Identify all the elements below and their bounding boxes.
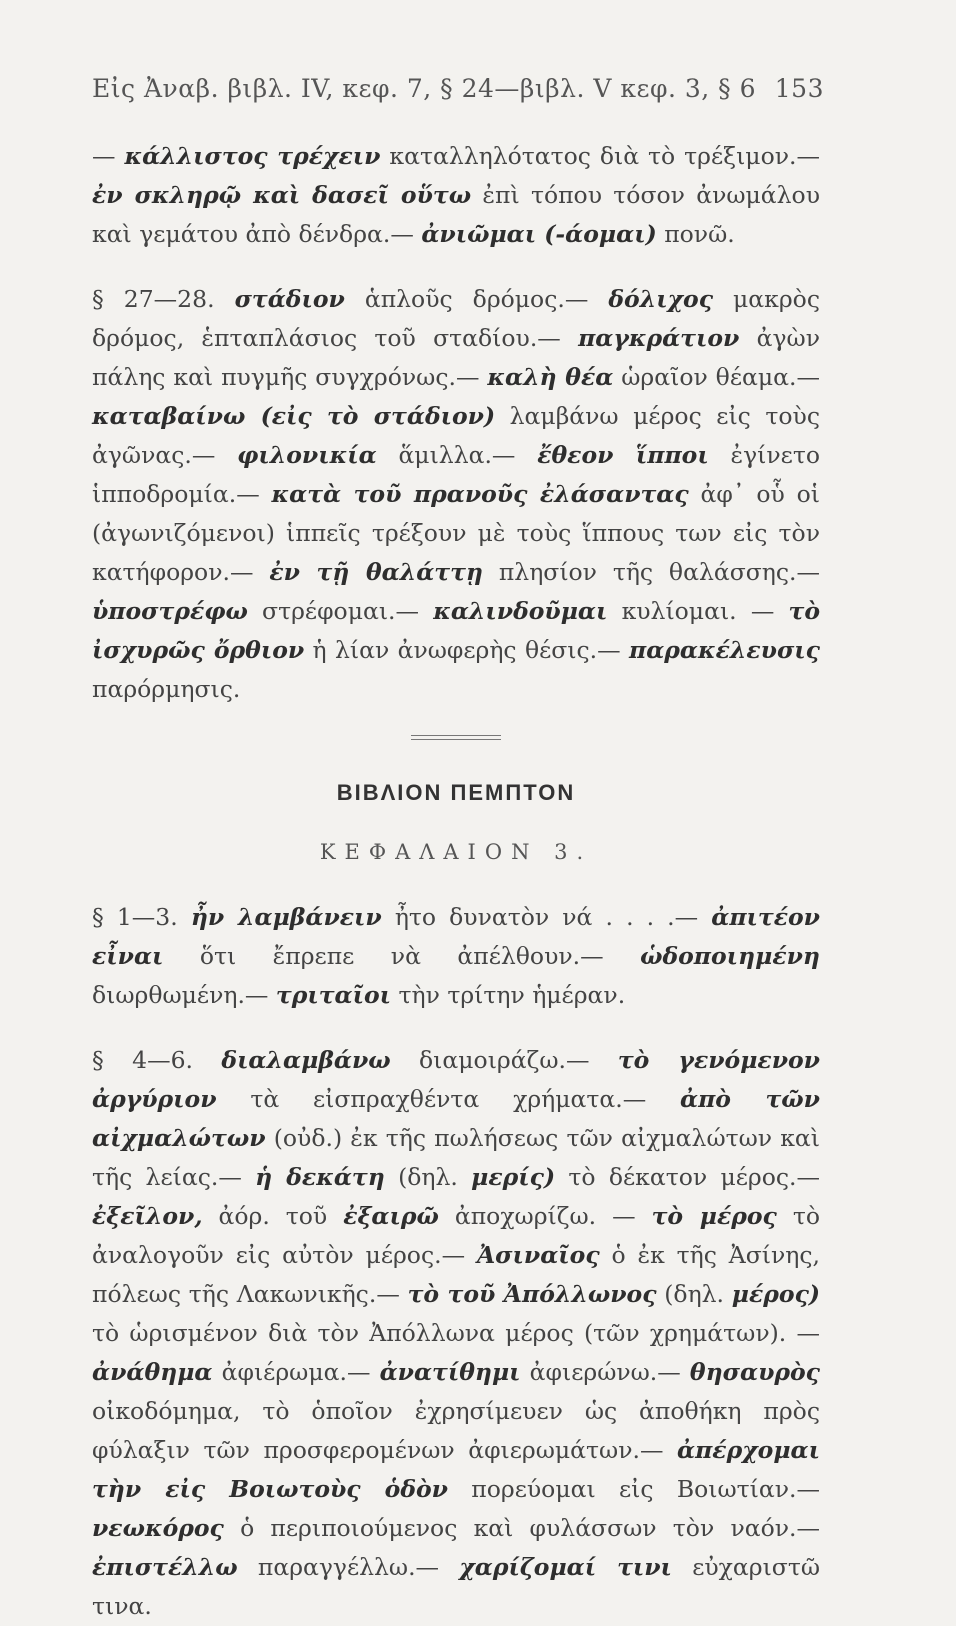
lemma-term: δόλιχος <box>608 285 714 313</box>
lemma-term: θησαυρὸς <box>689 1358 820 1386</box>
gloss-text: ὅτι ἔπρεπε νὰ ἀπέλθουν.— <box>163 942 641 970</box>
gloss-text: εὐχαριστῶ τινα. <box>92 1553 820 1620</box>
page-number: 153 <box>774 74 824 103</box>
lemma-term: ἐν σκληρῷ καὶ δασεῖ οὕτω <box>92 181 472 209</box>
gloss-text: ἀφιέρωμα.— <box>212 1358 380 1386</box>
gloss-text: § 4—6. <box>92 1046 222 1074</box>
lemma-term: τὸ τοῦ Ἀπόλλωνος <box>407 1280 657 1308</box>
gloss-text: ἁπλοῦς δρόμος.— <box>344 285 609 313</box>
gloss-text: λαμβάνω μέρος εἰς τοὺς ἀγῶνας.— <box>92 402 820 469</box>
gloss-text: μακρὸς δρόμος, ἑπταπλάσιος τοῦ σταδίου.— <box>92 285 820 352</box>
running-header <box>92 74 824 103</box>
gloss-text: (δηλ. <box>656 1280 732 1308</box>
paragraph-4 <box>92 1041 820 1626</box>
lemma-term: ἀπιτέον εἶναι <box>92 903 820 970</box>
gloss-text: κυλίομαι. — <box>607 597 789 625</box>
lemma-term: Ἀσιναῖος <box>476 1241 600 1269</box>
gloss-text: οἰκοδόμημα, τὸ ὁποῖον ἐχρησίμευεν ὡς ἀποθήκη πρὸς φύλαξιν τῶν προσφερομένων ἀφιερωμάτων.— <box>92 1397 820 1464</box>
lemma-term: ἐν τῇ θαλάττῃ <box>269 558 483 586</box>
gloss-text: ὡραῖον θέαμα.— <box>613 363 820 391</box>
gloss-text: ἅμιλλα.— <box>376 441 538 469</box>
gloss-text: ἀφ᾿ οὗ οἱ (ἀγωνιζόμενοι) ἱππεῖς τρέξουν μὲ τοὺς ἵππους των εἰς τὸν κατήφορον.— <box>92 480 820 586</box>
lemma-term: καταβαίνω (εἰς τὸ στάδιον) <box>92 402 496 430</box>
lemma-term: τὸ ἰσχυρῶς ὄρθιον <box>92 597 821 664</box>
gloss-text: (οὐδ.) ἐκ τῆς πωλήσεως τῶν αἰχμαλώτων καὶ τῆς λείας.— <box>92 1124 820 1191</box>
gloss-text: — <box>92 142 125 170</box>
gloss-text: στρέφομαι.— <box>247 597 434 625</box>
lemma-term: ἀνάθημα <box>92 1358 213 1386</box>
lemma-term: κάλλιστος τρέχειν <box>124 142 381 170</box>
lemma-term: ὑποστρέφω <box>92 597 248 625</box>
gloss-text: § 27—28. <box>92 285 235 313</box>
gloss-text: παραγγέλλω.— <box>237 1553 460 1581</box>
gloss-text: ἀφιερώνω.— <box>520 1358 690 1386</box>
lemma-term: παγκράτιον <box>578 324 740 352</box>
lemma-term: ἀπέρχομαι τὴν εἰς Βοιωτοὺς ὁδὸν <box>92 1436 820 1503</box>
paragraph-2 <box>92 280 820 709</box>
gloss-text: παρόρμησις. <box>92 675 241 703</box>
paragraph-3 <box>92 898 820 1015</box>
lemma-term: ἀνατίθημι <box>379 1358 521 1386</box>
lemma-term: ὡδοποιημένη <box>640 942 820 970</box>
lemma-term: ἐξεῖλον, <box>92 1202 203 1230</box>
gloss-text: διαμοιράζω.— <box>390 1046 618 1074</box>
gloss-text: ἀγὼν πάλης καὶ πυγμῆς συγχρόνως.— <box>92 324 820 391</box>
lemma-term: χαρίζομαί τινι <box>459 1553 672 1581</box>
section-divider <box>411 735 501 740</box>
lemma-term: ἔθεον ἵπποι <box>537 441 709 469</box>
lemma-term: παρακέλευσις <box>629 636 820 664</box>
gloss-text: ἀόρ. τοῦ <box>202 1202 344 1230</box>
gloss-text: (δηλ. <box>384 1163 472 1191</box>
lemma-term: τὸ μέρος <box>651 1202 777 1230</box>
gloss-text: ὁ ἐκ τῆς Ἀσίνης, πόλεως τῆς Λακωνικῆς.— <box>92 1241 820 1308</box>
gloss-text: τὸ ἀναλογοῦν εἰς αὐτὸν μέρος.— <box>92 1202 820 1269</box>
lemma-term: κατὰ τοῦ πρανοῦς ἐλάσαντας <box>271 480 689 508</box>
gloss-text: τὸ δέκατον μέρος.— <box>555 1163 821 1191</box>
lemma-term: μέρος) <box>731 1280 820 1308</box>
gloss-text: τὸ ὡρισμένον διὰ τὸν Ἀπόλλωνα μέρος (τῶν χρημάτων). — <box>92 1319 820 1347</box>
gloss-text: πονῶ. <box>656 220 735 248</box>
lemma-term: ἦν λαμβάνειν <box>190 903 382 931</box>
lemma-term: καλινδοῦμαι <box>433 597 608 625</box>
gloss-text: ἡ λίαν ἀνωφερὴς θέσις.— <box>304 636 630 664</box>
lemma-term: ἀπὸ τῶν αἰχμαλώτων <box>92 1085 820 1152</box>
lemma-term: ἐπιστέλλω <box>92 1553 238 1581</box>
lemma-term: στάδιον <box>234 285 345 313</box>
lemma-term: ἡ δεκάτη <box>255 1163 385 1191</box>
gloss-text: διωρθωμένη.— <box>92 981 276 1009</box>
lemma-term: τριταῖοι <box>275 981 392 1009</box>
chapter-title: ΚΕΦΑΛΑΙΟΝ 3. <box>319 840 593 864</box>
lemma-term: ἀνιῶμαι (-άομαι) <box>421 220 657 248</box>
paragraph-1 <box>92 137 820 254</box>
gloss-text: ἀποχωρίζω. — <box>438 1202 652 1230</box>
lemma-term: τὸ γενόμενον ἀργύριον <box>92 1046 820 1113</box>
gloss-text: ἦτο δυνατὸν νά . . . .— <box>381 903 712 931</box>
gloss-text: ὁ περιποιούμενος καὶ φυλάσσων τὸν ναόν.— <box>223 1514 820 1542</box>
lemma-term: νεωκόρος <box>92 1514 224 1542</box>
gloss-text: ἐπὶ τόπου τόσον ἀνωμάλου καὶ γεμάτου ἀπὸ δένδρα.— <box>92 181 820 248</box>
lemma-term: φιλονικία <box>237 441 377 469</box>
lemma-term: καλὴ θέα <box>487 363 614 391</box>
lemma-term: ἐξαιρῶ <box>343 1202 439 1230</box>
gloss-text: πορεύομαι εἰς Βοιωτίαν.— <box>447 1475 820 1503</box>
gloss-text: πλησίον τῆς θαλάσσης.— <box>483 558 820 586</box>
gloss-text: τὰ εἰσπραχθέντα χρήματα.— <box>216 1085 681 1113</box>
lemma-term: διαλαμβάνω <box>221 1046 391 1074</box>
book-title: ΒΙΒΛΙΟΝ ΠΕΜΠΤΟΝ <box>336 780 576 805</box>
gloss-text: καταλληλότατος διὰ τὸ τρέξιμον.— <box>380 142 820 170</box>
gloss-text: ἐγίνετο ἱπποδρομία.— <box>92 441 820 508</box>
header-title: Εἰς Ἀναβ. βιβλ. IV, κεφ. 7, § 24—βιβλ. V κεφ. 3, § 6 <box>92 74 756 103</box>
gloss-text: § 1—3. <box>92 903 191 931</box>
gloss-text: τὴν τρίτην ἡμέραν. <box>391 981 626 1009</box>
lemma-term: μερίς) <box>471 1163 556 1191</box>
